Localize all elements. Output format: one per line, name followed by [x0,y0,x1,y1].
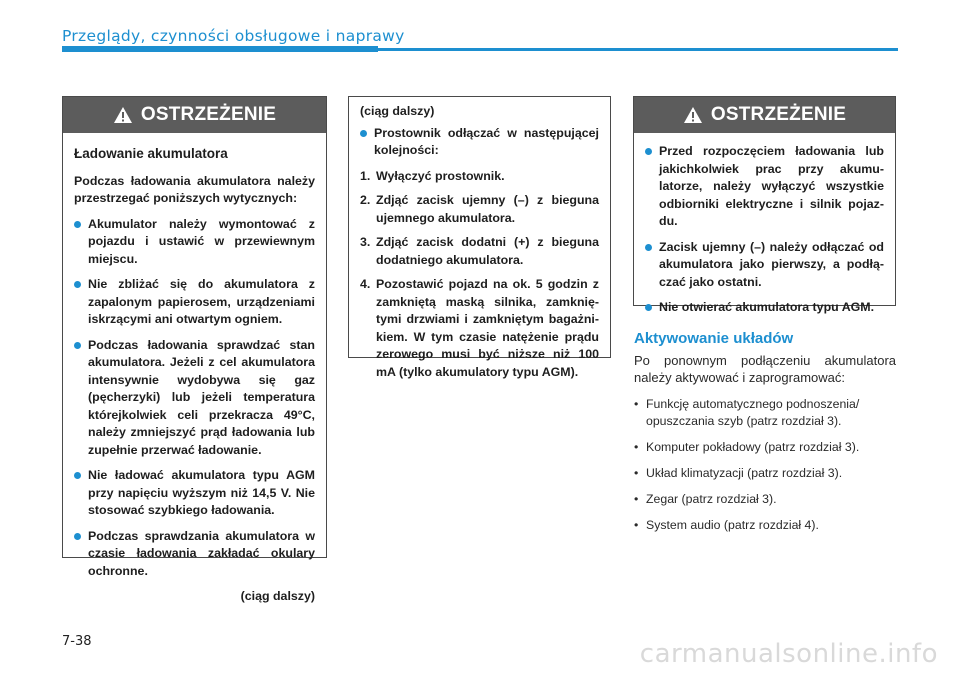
page-header-title: Przeglądy, czynności obsługowe i naprawy [62,27,405,45]
warning-subtitle: Ładowanie akumulatora [74,146,228,161]
bullet-icon: • [634,397,639,411]
list-item: Zacisk ujemny (–) należy odłączać od akumulatora jako pierwszy, a podłączać jako ostatni. [645,239,884,292]
warning-bullet-list [74,216,315,581]
list-item: Nie zbliżać się do akumulatora z zapalonym papierosem, urządzeniami iskrzącymi ani otwartym ogniem. [74,276,315,329]
step-item: 1. Wyłączyć prostownik. [360,168,505,183]
bullet-icon [645,304,652,311]
list-item: Prostownik odłączać w następującej kolejności: [360,125,599,160]
warning-triangle-icon [683,106,703,124]
warning-box-battery-work [633,96,896,314]
header-rule-accent [62,46,378,52]
bullet-icon: • [634,518,639,532]
list-item: • Komputer pokładowy (patrz rozdział 3). [634,440,860,454]
bullet-icon [74,342,81,349]
section-intro: Po ponownym podłączeniu akumulatora należy aktywować i zaprogramować: [634,353,896,385]
section-heading: Aktywowanie układów [634,330,794,347]
bullet-icon: • [634,440,639,454]
warning-triangle-icon [113,106,133,124]
list-item: Przed rozpoczęciem ładowania lub jakichkolwiek prac przy akumulatorze, należy wyłączyć wszystkie odbiorniki elektryczne i silnik pojazdu. [645,143,884,231]
warning-header [634,97,895,133]
system-list [634,396,896,534]
list-item: Akumulator należy wymontować z pojazdu i ustawić w przewiewnym miejscu. [74,216,315,269]
bullet-icon [74,221,81,228]
continued-label: (ciąg dalszy) [360,104,435,118]
warning-heading: OSTRZEŻENIE [140,104,277,125]
list-item: • Funkcję automatycznego podnoszenia/ opuszczania szyb (patrz rozdział 3). [634,397,860,428]
warning-bullet-list [645,143,884,317]
list-item: Podczas ładowania sprawdzać stan akumulatora. Jeżeli z cel akumulatora intensywnie wydobywa się gaz (pęcherzyki) lub jeżeli temperatura którejkolwiek celi przekracza 49°C, należy zmniejszyć prąd ładowania lub zupełnie przerwać ładowanie. [74,337,315,460]
section-body [634,352,896,543]
disconnect-steps [360,168,599,382]
list-item: Nie otwierać akumulatora typu AGM. [645,299,884,317]
bullet-icon [74,281,81,288]
warning-box-continued [348,96,611,379]
bullet-icon [74,533,81,540]
list-item: • Zegar (patrz rozdział 3). [634,492,777,506]
warning-header [63,97,326,133]
step-item: 4. Pozostawić pojazd na ok. 5 godzin z zamkniętą maską silnika, zamkniętymi drzwiami i zamkniętym bagażnikiem. W tym czasie natężenie prądu zerowego musi być niższe niż 100 mA (tylko akumulatory typu AGM). [360,277,599,379]
list-item: • Układ klimatyzacji (patrz rozdział 3). [634,466,843,480]
bullet-icon [74,472,81,479]
warning-bullet-list [360,125,599,160]
step-item: 3. Zdjąć zacisk dodatni (+) z bieguna dodatniego akumulatora. [360,235,599,267]
continued-note: (ciąg dalszy) [240,589,315,603]
list-item: Podczas sprawdzania akumulatora w czasie ładowania zakładać okulary ochronne. [74,528,315,581]
step-item: 2. Zdjąć zacisk ujemny (–) z bieguna ujemnego akumulatora. [360,193,599,225]
bullet-icon: • [634,466,639,480]
list-item: Nie ładować akumulatora typu AGM przy napięciu wyższym niż 14,5 V. Nie stosować szybkiego ładowania. [74,467,315,520]
warning-box-charging [62,96,327,603]
list-item: • System audio (patrz rozdział 4). [634,518,819,532]
bullet-icon: • [634,492,639,506]
bullet-icon [360,130,367,137]
bullet-icon [645,148,652,155]
page-number: 7-38 [62,634,92,649]
warning-heading: OSTRZEŻENIE [710,104,847,125]
warning-intro: Podczas ładowania akumulatora należy przestrzegać poniższych wytycznych: [74,173,315,205]
watermark: carmanualsonline.info [639,639,938,669]
bullet-icon [645,244,652,251]
